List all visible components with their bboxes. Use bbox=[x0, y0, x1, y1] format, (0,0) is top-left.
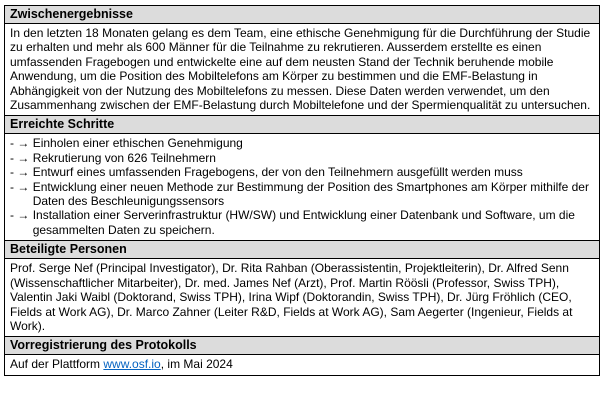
section-heading: Vorregistrierung des Protokolls bbox=[5, 337, 599, 355]
section-interim-results bbox=[5, 6, 599, 115]
project-summary-table bbox=[4, 5, 600, 376]
preregistration-text bbox=[5, 355, 599, 374]
arrow-bullet-icon: - → bbox=[10, 208, 30, 223]
people-text: Prof. Serge Nef (Principal Investigator), Dr. Rita Rahban (Oberassistentin, Projektleiterin), Dr. Alfred Senn (Wissenschaftlicher Mitarbeiter), Dr. med. James Nef (Arzt), Prof. Martin Röösli (Professor, Swiss TPH), Valentin Jaki Waibl (Doktorand, Swiss TPH), Irina Wipf (Doktorandin, Swiss TPH), Dr. Jürg Fröhlich (CEO, Fields at Work AG), Dr. Marco Zahner (Leiter R&D, Fields at Work AG), Sam Aegerter (Ingenieur, Fields at Work). bbox=[10, 261, 573, 333]
list-item bbox=[10, 208, 594, 237]
arrow-bullet-icon: - → bbox=[10, 179, 30, 194]
section-people-involved bbox=[5, 240, 599, 336]
list-item bbox=[10, 136, 594, 150]
list-item bbox=[10, 165, 594, 179]
steps-container bbox=[5, 134, 599, 240]
step-text: Rekrutierung von 626 Teilnehmern bbox=[32, 150, 216, 165]
osf-link[interactable]: www.osf.io bbox=[103, 357, 161, 372]
arrow-bullet-icon: - → bbox=[10, 136, 30, 151]
section-heading: Zwischenergebnisse bbox=[5, 6, 599, 24]
list-item bbox=[10, 180, 594, 209]
steps-list bbox=[10, 136, 594, 237]
step-text: Entwurf eines umfassenden Fragebogens, der von den Teilnehmern ausgefüllt werden muss bbox=[32, 165, 523, 180]
step-text: Entwicklung einer neuen Methode zur Bestimmung der Position des Smartphones am Körper mithilfe der Daten des Beschleunigungssensors bbox=[32, 179, 589, 209]
arrow-bullet-icon: - → bbox=[10, 150, 30, 165]
step-text: Einholen einer ethischen Genehmigung bbox=[32, 136, 243, 151]
list-item bbox=[10, 151, 594, 165]
section-heading: Beteiligte Personen bbox=[5, 241, 599, 259]
preregistration-prefix: Auf der Plattform bbox=[10, 357, 104, 372]
section-steps-achieved bbox=[5, 115, 599, 240]
interim-results-text: In den letzten 18 Monaten gelang es dem Team, eine ethische Genehmigung für die Durchführung der Studie zu erhalten und mehr als 600 Männer für die Teilnahme zu rekrutieren. Ausserdem erstellte es einen umfassenden Fragebogen und entwickelte eine auf dem neusten Stand der Technik beruhende mobile Anwendung, um die Position des Mobiltelefons am Körper zu bestimmen und die EMF-Belastung in Abhängigkeit von der Nutzung des Mobiltelefons zu messen. Diese Daten werden verwendet, um den Zusammenhang zwischen der EMF-Belastung durch Mobiltelefone und der Spermienqualität zu untersuchen. bbox=[10, 26, 591, 113]
arrow-bullet-icon: - → bbox=[10, 165, 30, 180]
section-protocol-preregistration bbox=[5, 336, 599, 374]
section-heading: Erreichte Schritte bbox=[5, 116, 599, 134]
preregistration-suffix: , im Mai 2024 bbox=[160, 357, 233, 372]
step-text: Installation einer Serverinfrastruktur (HW/SW) und Entwicklung einer Datenbank und Software, um die gesammelten Daten zu speichern. bbox=[32, 208, 575, 237]
